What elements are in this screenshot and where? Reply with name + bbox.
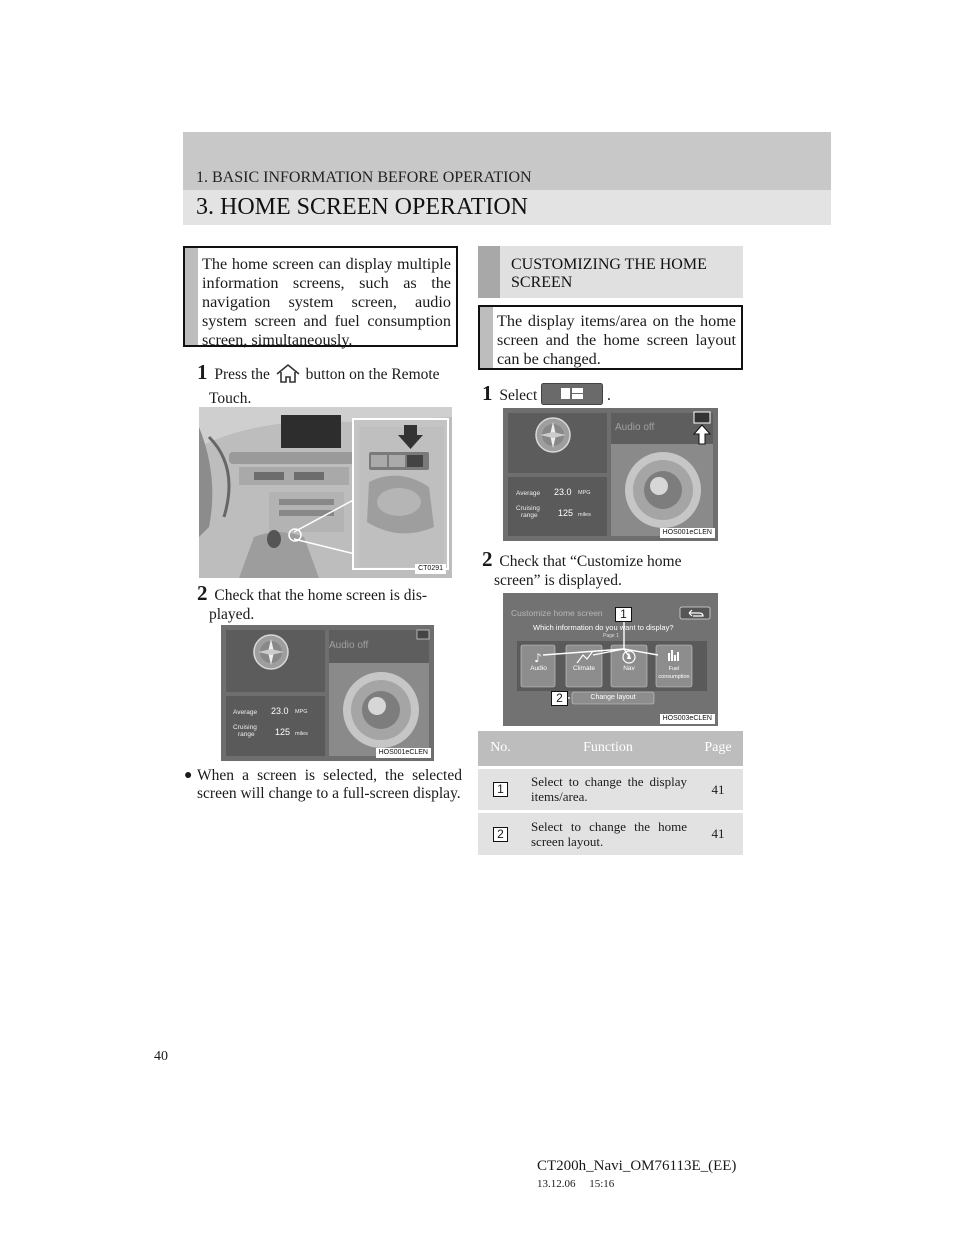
average-label: Average <box>516 490 541 497</box>
screen-code: HOS003eCLEN <box>660 714 715 724</box>
svg-text:♪: ♪ <box>534 651 542 665</box>
audio-status: Audio off <box>615 422 655 433</box>
intro-text: The home screen can display multiple information screens, such as the navigation system screen, audio system screen and fuel consumption screen, simultaneously. <box>202 255 451 349</box>
average-label: Average <box>233 709 258 716</box>
photo-code: CT0291 <box>415 564 446 574</box>
row-number: 2 <box>493 827 508 842</box>
right-step1-post: . <box>607 387 611 405</box>
intro-box <box>183 246 458 347</box>
average-value: 23.0 <box>271 706 289 716</box>
row-page: 41 <box>693 767 743 811</box>
section-title-box <box>478 246 743 298</box>
section-stripe <box>478 246 500 298</box>
cruising-unit: miles <box>295 731 308 737</box>
home-screen-image-select <box>503 408 718 541</box>
change-layout-option: Change layout <box>590 694 636 701</box>
home-screen-image <box>221 625 434 761</box>
cruising-label-2: range <box>238 731 255 738</box>
step-number: 1 <box>482 381 493 406</box>
cruising-label-1: Cruising <box>516 505 540 512</box>
screen-code: HOS001eCLEN <box>660 528 715 538</box>
table-row <box>478 811 743 855</box>
cruising-value: 125 <box>275 727 291 737</box>
step1-post-text: button on the Remote <box>305 366 440 384</box>
description-text: The display items/area on the home screen and the home screen layout can be changed. <box>497 312 736 368</box>
nav-option: Nav <box>623 665 635 672</box>
doc-id: CT200h_Navi_OM76113E_(EE) <box>537 1158 737 1174</box>
right-step1-text: Select <box>499 387 538 405</box>
step2-text-line2: played. <box>209 606 255 623</box>
customize-question: Which information do you want to display? <box>533 623 674 632</box>
page-number: 40 <box>154 1049 168 1064</box>
page-title: 3. HOME SCREEN OPERATION <box>196 194 529 220</box>
cruising-value: 125 <box>558 508 574 518</box>
intro-stripe <box>185 248 198 345</box>
customize-title: Customize home screen <box>511 608 603 618</box>
average-unit: MPG <box>578 490 591 496</box>
row-function: Select to change the home screen layout. <box>523 811 693 855</box>
step-number: 2 <box>482 547 493 571</box>
fuel-option: Fuel consumption <box>658 666 690 680</box>
function-table <box>478 731 743 855</box>
callout-2: 2 <box>551 691 568 706</box>
page-indicator: Page 1 <box>603 633 619 639</box>
note-bullet <box>184 767 462 803</box>
description-box <box>478 305 743 370</box>
average-value: 23.0 <box>554 487 572 497</box>
remote-touch-photo <box>199 407 452 578</box>
home-icon <box>274 362 302 389</box>
customize-screen-image <box>503 593 718 726</box>
left-step-1 <box>197 362 462 408</box>
step-number: 2 <box>197 581 208 605</box>
cruising-label-2: range <box>521 512 538 519</box>
audio-option: Audio <box>530 665 547 672</box>
right-step2-line1: Check that “Customize home <box>499 553 682 570</box>
section-heading: 1. BASIC INFORMATION BEFORE OPERATION <box>196 169 532 186</box>
step-number: 1 <box>197 360 208 385</box>
row-function: Select to change the display items/area. <box>523 767 693 811</box>
table-row <box>478 767 743 811</box>
step2-text-line1: Check that the home screen is dis- <box>214 587 428 604</box>
section-title-line2: SCREEN <box>511 274 573 291</box>
right-step2-line2: screen” is displayed. <box>494 572 622 589</box>
cruising-label-1: Cruising <box>233 724 257 731</box>
row-number: 1 <box>493 782 508 797</box>
bullet-icon: ● <box>184 768 193 783</box>
section-title-line1: CUSTOMIZING THE HOME <box>511 256 707 273</box>
description-stripe <box>480 307 493 368</box>
climate-option: Climate <box>572 665 596 672</box>
screen-code: HOS001eCLEN <box>376 748 431 758</box>
callout-1: 1 <box>615 607 632 622</box>
layout-button-icon <box>541 383 603 410</box>
header-page: Page <box>693 731 743 767</box>
left-step-2 <box>197 581 462 624</box>
header-function: Function <box>523 731 693 767</box>
row-page: 41 <box>693 811 743 855</box>
audio-status: Audio off <box>329 640 369 651</box>
average-unit: MPG <box>295 709 308 715</box>
right-step-2 <box>482 547 743 590</box>
cruising-unit: miles <box>578 512 591 518</box>
note-text: When a screen is selected, the selected screen will change to a full-screen display. <box>197 767 462 802</box>
right-step-1 <box>482 383 747 410</box>
doc-date: 13.12.06 15:16 <box>537 1178 615 1190</box>
step1-cont-text: Touch. <box>209 390 252 407</box>
step1-pre-text: Press the <box>214 366 270 384</box>
header-no: No. <box>478 731 523 767</box>
